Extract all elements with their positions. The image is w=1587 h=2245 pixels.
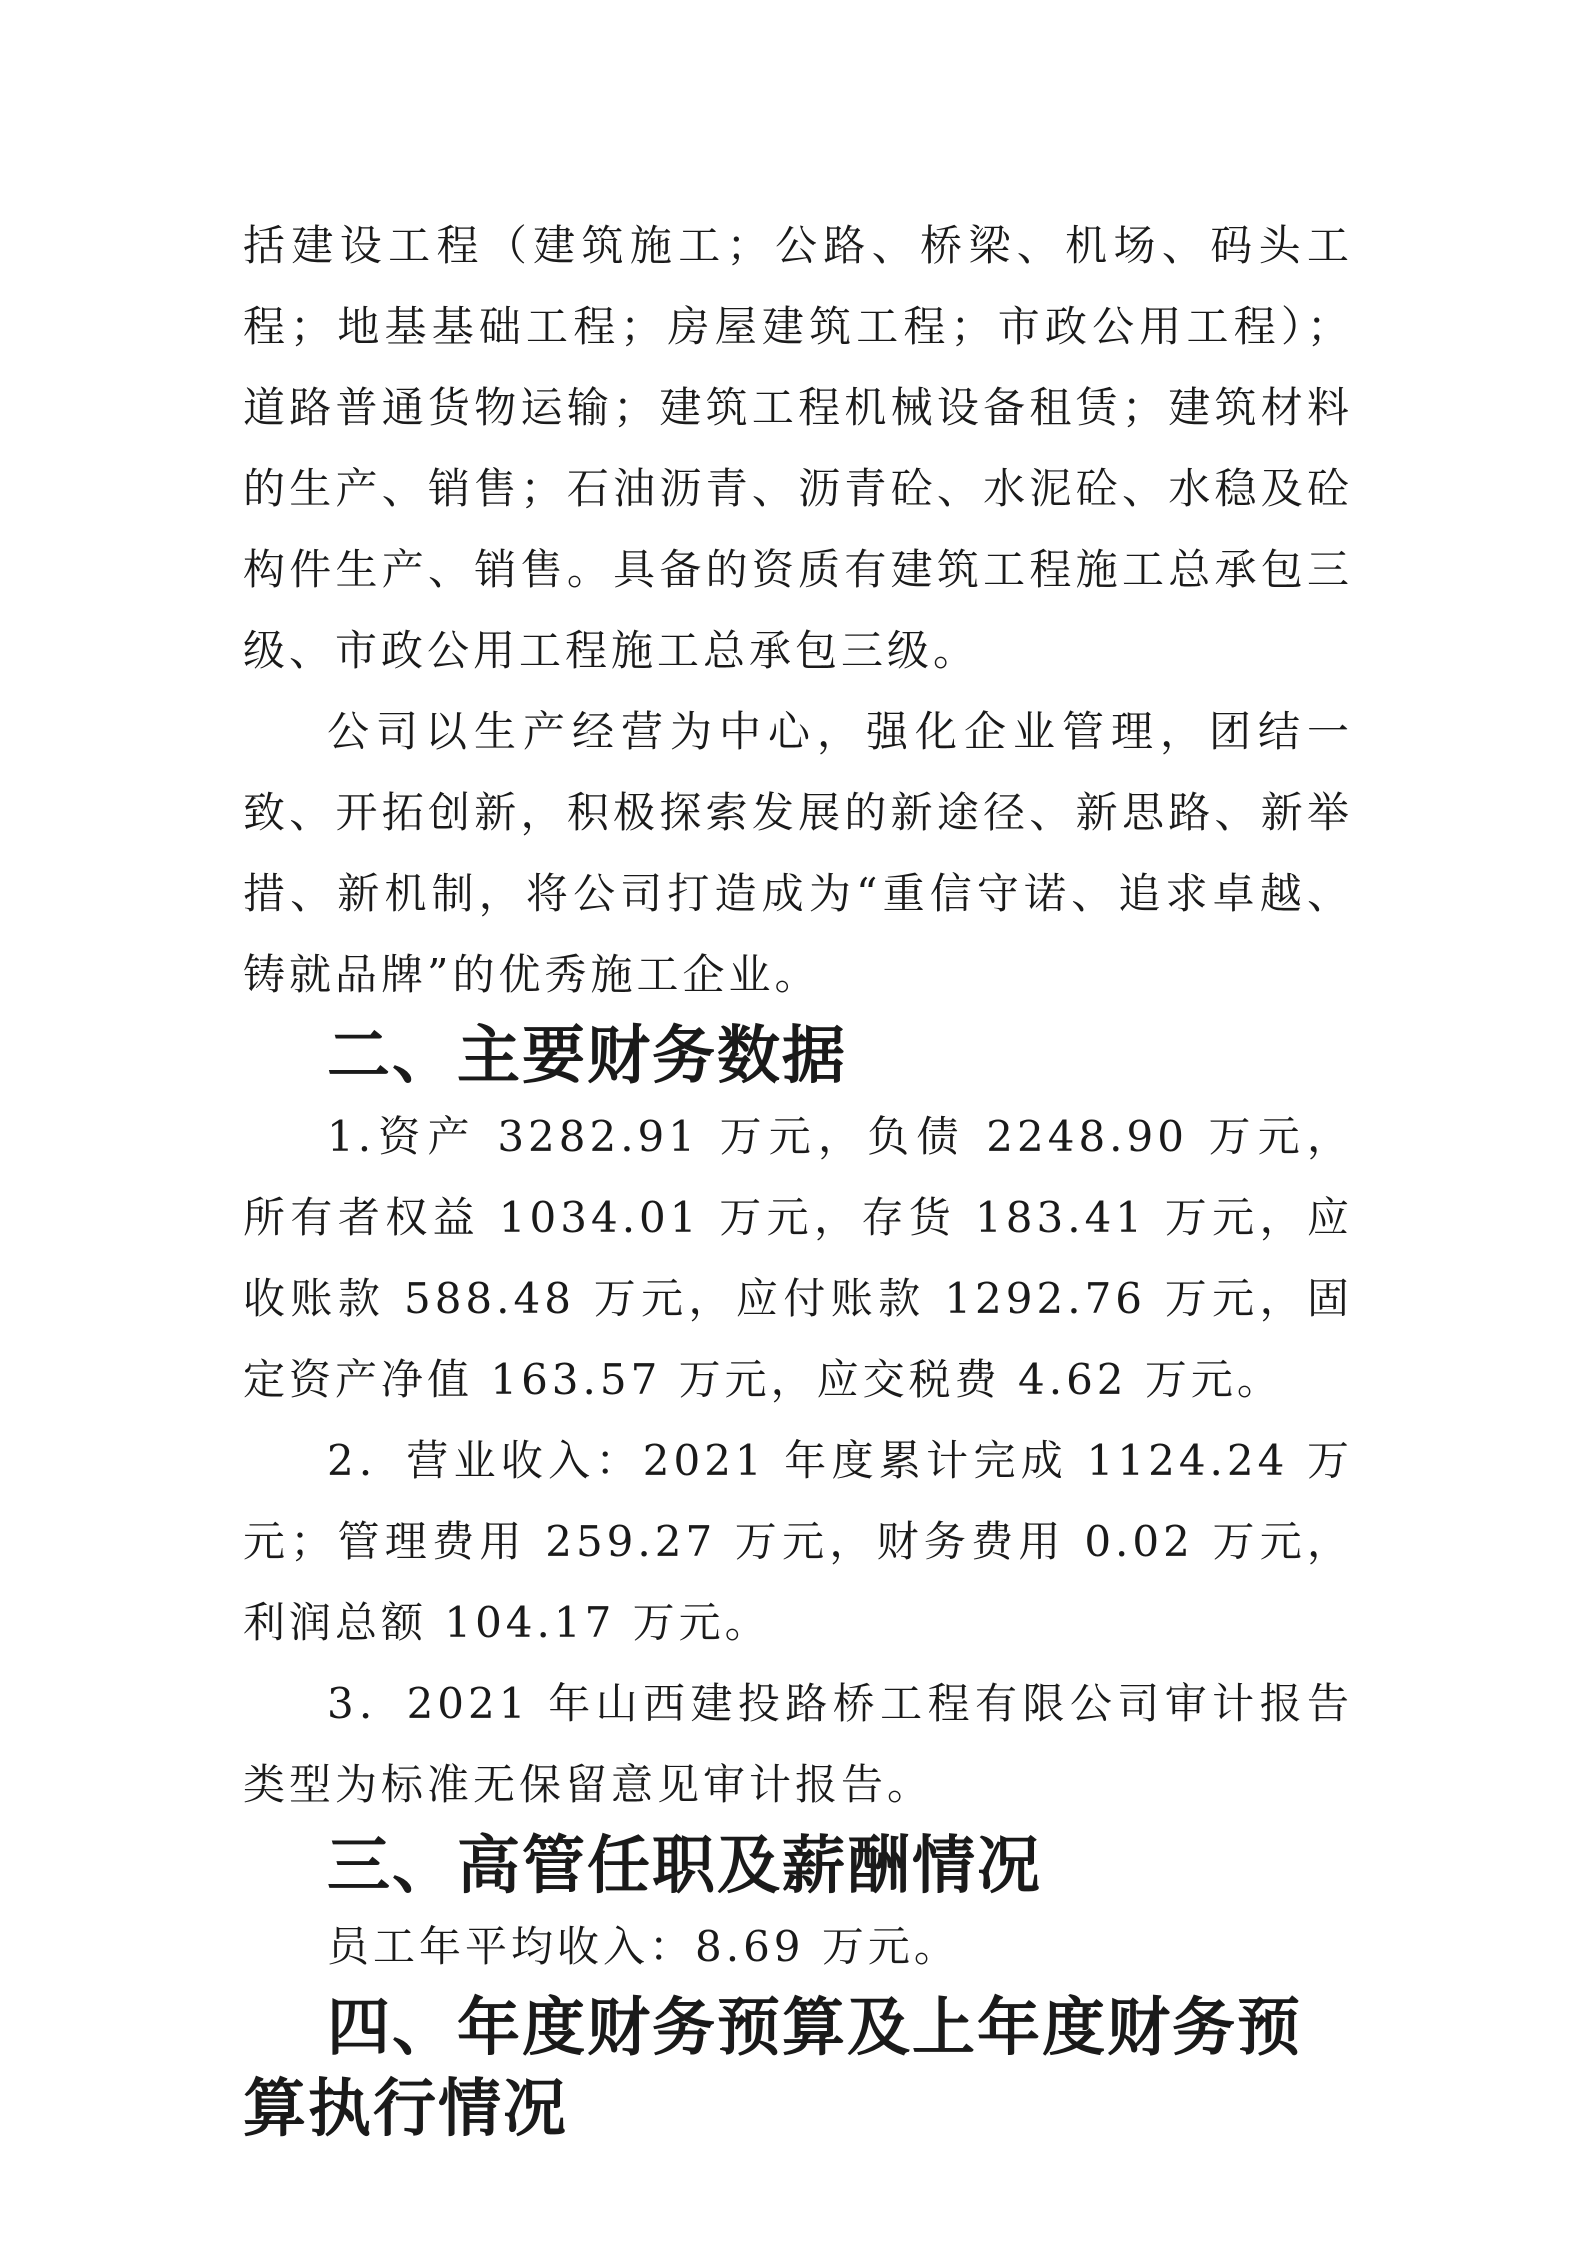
section-heading-executive-compensation: 三、高管任职及薪酬情况 [327,1829,1042,1902]
employee-income-paragraph: 员工年平均收入：8.69 万元。 [327,1922,960,1971]
section-heading-financial-data: 二、主要财务数据 [327,1019,847,1092]
financial-item-assets: 1.资产 3282.91 万元，负债 2248.90 万元，所有者权益 1034.01 万元，存货 183.41 万元，应收账款 588.48 万元，应付账款 1292.76 万元，固定资产净值 163.57 万元，应交税费 4.62 万元。 [243,1112,1353,1404]
business-scope-paragraph: 括建设工程（建筑施工；公路、桥梁、机场、码头工程；地基基础工程；房屋建筑工程；市政公用工程）；道路普通货物运输；建筑工程机械设备租赁；建筑材料的生产、销售；石油沥青、沥青砼、水泥砼、水稳及砼构件生产、销售。具备的资质有建筑工程施工总承包三级、市政公用工程施工总承包三级。 [243,221,1353,675]
financial-item-audit: 3．2021 年山西建投路桥工程有限公司审计报告类型为标准无保留意见审计报告。 [243,1679,1353,1809]
company-mission-paragraph: 公司以生产经营为中心，强化企业管理，团结一致、开拓创新，积极探索发展的新途径、新思路、新举措、新机制，将公司打造成为“重信守诺、追求卓越、铸就品牌”的优秀施工企业。 [243,707,1353,999]
financial-item-revenue: 2．营业收入：2021 年度累计完成 1124.24 万元；管理费用 259.27 万元，财务费用 0.02 万元，利润总额 104.17 万元。 [243,1436,1353,1647]
section-heading-budget: 四、年度财务预算及上年度财务预算执行情况 [243,1991,1302,2145]
document-page [243,205,1353,2149]
